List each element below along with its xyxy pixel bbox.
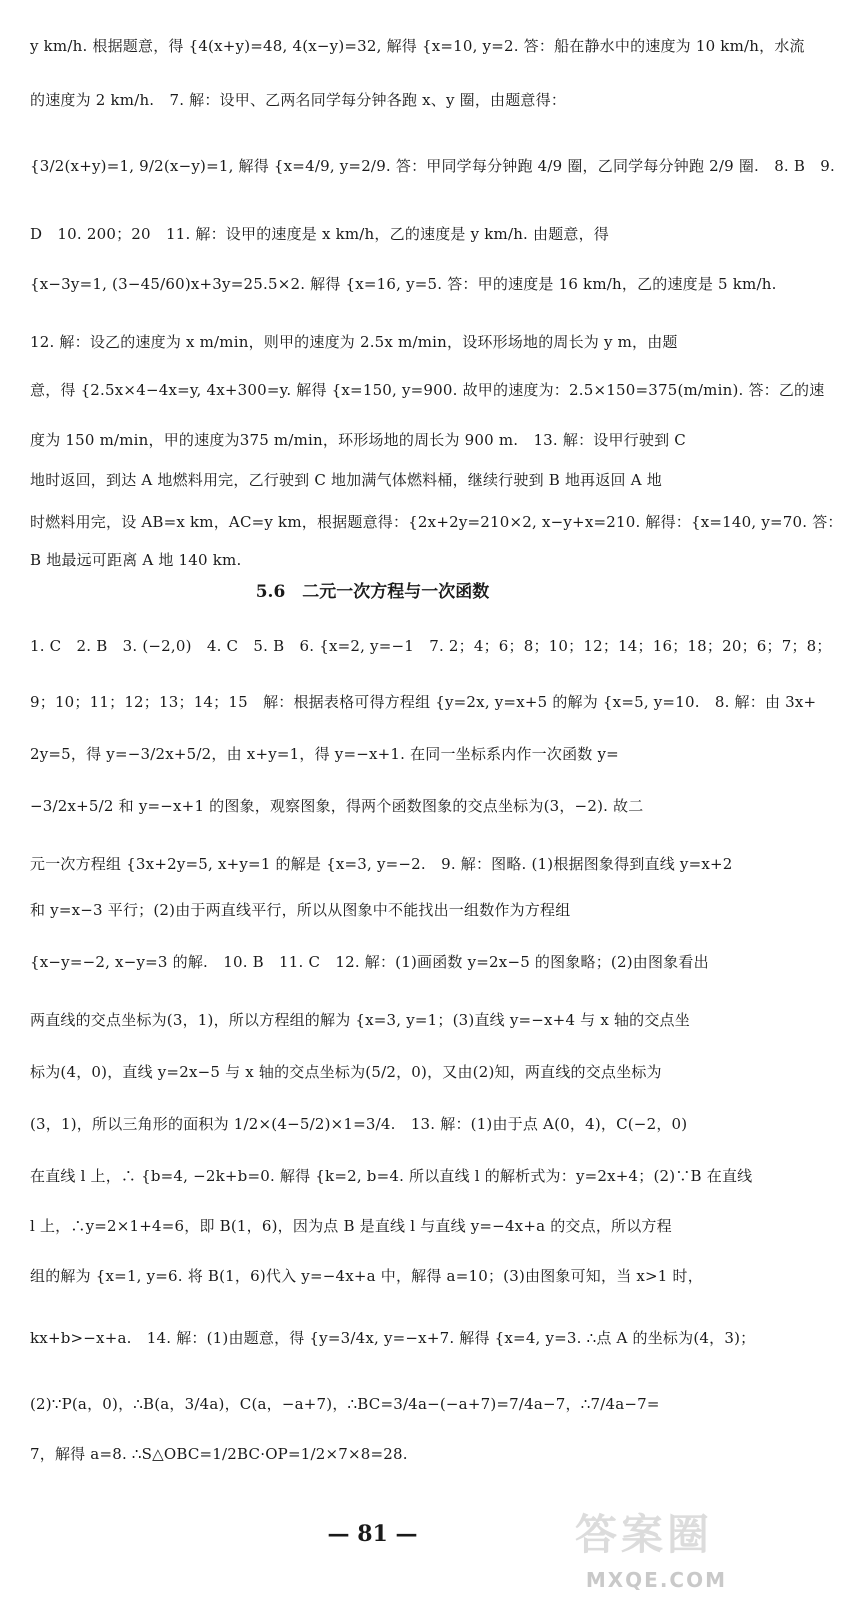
watermark: [547, 1502, 727, 1592]
text-line-12: 1. C 2. B 3. (−2,0) 4. C 5. B 6. {x=2, y=−1 7. 2；4；6；8；10；12；14；16；18；20；6；7；8；: [30, 637, 832, 655]
text-line-21: (3，1)，所以三角形的面积为 1/2×(4−5/2)×1=3/4. 13. 解：(1)由于点 A(0，4)，C(−2，0): [30, 1115, 688, 1133]
text-line-7: 意，得 {2.5x×4−4x=y, 4x+300=y. 解得 {x=150, y=900. 故甲的速度为：2.5×150=375(m/min). 答：乙的速: [30, 381, 825, 399]
text-line-27: 7，解得 a=8. ∴S△OBC=1/2BC·OP=1/2×7×8=28.: [30, 1445, 408, 1463]
text-line-1: y km/h. 根据题意，得 {4(x+y)=48, 4(x−y)=32, 解得 {x=10, y=2. 答：船在静水中的速度为 10 km/h，水流: [30, 37, 805, 55]
page-number: — 81 —: [327, 1521, 418, 1547]
text-line-10: 时燃料用完，设 AB=x km，AC=y km，根据题意得：{2x+2y=210×2, x−y+x=210. 解得：{x=140, y=70. 答：: [30, 513, 843, 531]
text-line-26: (2)∵P(a，0)，∴B(a，3/4a)，C(a，−a+7)，∴BC=3/4a−(−a+7)=7/4a−7，∴7/4a−7=: [30, 1395, 660, 1413]
text-line-4: D 10. 200；20 11. 解：设甲的速度是 x km/h，乙的速度是 y km/h. 由题意，得: [30, 225, 609, 243]
watermark-site: MXQE.COM: [585, 1568, 727, 1592]
text-line-8: 度为 150 m/min，甲的速度为375 m/min，环形场地的周长为 900 m. 13. 解：设甲行驶到 C: [30, 431, 686, 449]
text-line-24: 组的解为 {x=1, y=6. 将 B(1，6)代入 y=−4x+a 中，解得 a=10；(3)由图象可知，当 x>1 时，: [30, 1267, 703, 1285]
text-line-17: 和 y=x−3 平行；(2)由于两直线平行，所以从图象中不能找出一组数作为方程组: [30, 901, 571, 919]
text-line-13: 9；10；11；12；13；14；15 解：根据表格可得方程组 {y=2x, y=x+5 的解为 {x=5, y=10. 8. 解：由 3x+: [30, 693, 817, 711]
watermark-logo: 答案圈: [574, 1510, 713, 1559]
text-line-14: 2y=5，得 y=−3/2x+5/2，由 x+y=1，得 y=−x+1. 在同一坐标系内作一次函数 y=: [30, 745, 619, 763]
text-line-25: kx+b>−x+a. 14. 解：(1)由题意，得 {y=3/4x, y=−x+7. 解得 {x=4, y=3. ∴点 A 的坐标为(4，3)；: [30, 1329, 756, 1347]
text-line-22: 在直线 l 上，∴ {b=4, −2k+b=0. 解得 {k=2, b=4. 所以直线 l 的解析式为：y=2x+4；(2)∵B 在直线: [30, 1167, 753, 1185]
section-title: 5.6 二元一次方程与一次函数: [255, 582, 490, 602]
text-line-15: −3/2x+5/2 和 y=−x+1 的图象，观察图象，得两个函数图象的交点坐标为(3，−2). 故二: [30, 797, 644, 815]
text-line-20: 标为(4，0)，直线 y=2x−5 与 x 轴的交点坐标为(5/2，0)，又由(2)知，两直线的交点坐标为: [30, 1063, 662, 1081]
text-line-2: 的速度为 2 km/h. 7. 解：设甲、乙两名同学每分钟各跑 x、y 圈，由题意得：: [30, 91, 567, 109]
text-line-23: l 上，∴y=2×1+4=6，即 B(1，6)，因为点 B 是直线 l 与直线 y=−4x+a 的交点，所以方程: [30, 1217, 672, 1235]
text-line-19: 两直线的交点坐标为(3，1)，所以方程组的解为 {x=3, y=1；(3)直线 y=−x+4 与 x 轴的交点坐: [30, 1011, 690, 1029]
text-line-3: {3/2(x+y)=1, 9/2(x−y)=1, 解得 {x=4/9, y=2/9. 答：甲同学每分钟跑 4/9 圈，乙同学每分钟跑 2/9 圈. 8. B 9.: [30, 157, 836, 175]
text-line-5: {x−3y=1, (3−45/60)x+3y=25.5×2. 解得 {x=16, y=5. 答：甲的速度是 16 km/h，乙的速度是 5 km/h.: [30, 275, 777, 293]
text-line-16: 元一次方程组 {3x+2y=5, x+y=1 的解是 {x=3, y=−2. 9. 解：图略. (1)根据图象得到直线 y=x+2: [30, 855, 733, 873]
text-line-9: 地时返回，到达 A 地燃料用完，乙行驶到 C 地加满气体燃料桶，继续行驶到 B 地再返回 A 地: [30, 471, 662, 489]
text-line-11: B 地最远可距离 A 地 140 km.: [30, 551, 242, 569]
text-line-18: {x−y=−2, x−y=3 的解. 10. B 11. C 12. 解：(1)画函数 y=2x−5 的图象略；(2)由图象看出: [30, 953, 709, 971]
text-line-6: 12. 解：设乙的速度为 x m/min，则甲的速度为 2.5x m/min，设环形场地的周长为 y m，由题: [30, 333, 678, 351]
